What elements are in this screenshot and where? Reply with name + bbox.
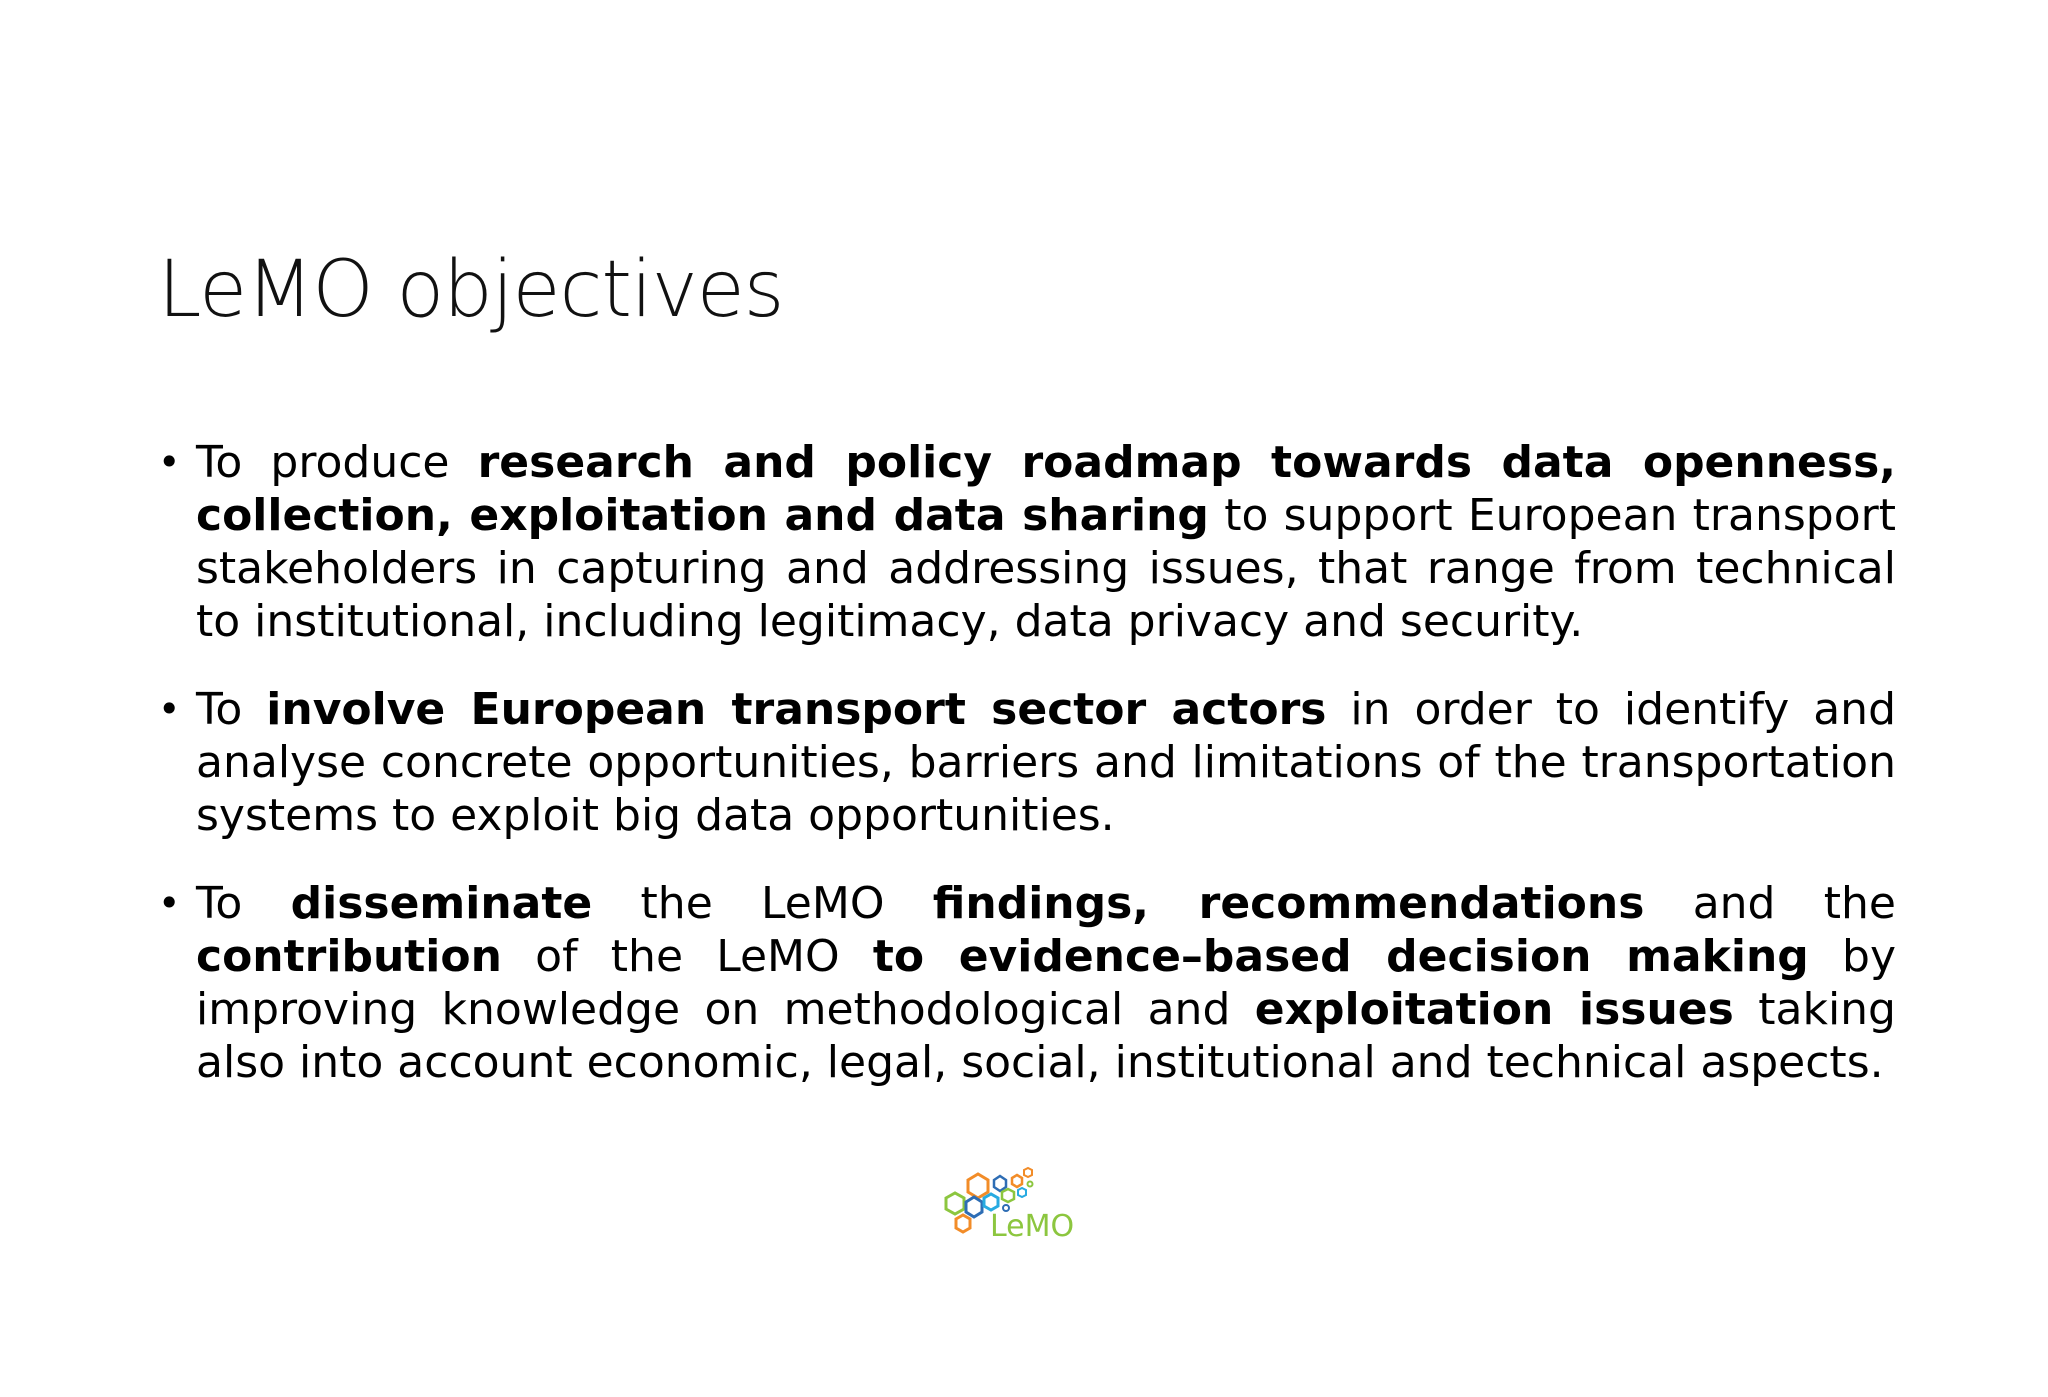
logo-hex xyxy=(1002,1189,1014,1202)
logo-hex xyxy=(946,1193,964,1214)
logo-hex xyxy=(1012,1175,1022,1187)
logo-hex xyxy=(994,1176,1006,1191)
logo-hex xyxy=(1018,1188,1026,1197)
bullet-marker: • xyxy=(158,881,181,925)
logo-hex xyxy=(1024,1168,1032,1177)
logo-hex xyxy=(956,1215,970,1232)
logo-hex xyxy=(966,1197,982,1217)
bullet-text: To disseminate the LeMO findings, recommendations and the contribution of the LeMO to evidence–based decision making by improving knowledge on methodological and exploitation issues taking also into account economic, legal, social, institutional and technical aspects. xyxy=(196,878,1896,1088)
slide-title: LeMO objectives xyxy=(158,245,784,335)
objective-bullet xyxy=(158,877,1896,1089)
objectives-list xyxy=(158,436,1896,1124)
objective-bullet xyxy=(158,683,1896,842)
bullet-text: To produce research and policy roadmap towards data openness, collection, exploitation and data sharing to support European transport stakeholders in capturing and addressing issues, that range from technical to institutional, including legitimacy, data privacy and security. xyxy=(196,437,1896,647)
logo-hex xyxy=(984,1194,998,1210)
lemo-logo-graphic xyxy=(938,1164,1088,1264)
bullet-marker: • xyxy=(158,440,181,484)
bullet-text: To involve European transport sector actors in order to identify and analyse concrete opportunities, barriers and limitations of the transportation systems to exploit big data opportunities. xyxy=(196,684,1896,841)
logo-hex xyxy=(968,1174,988,1198)
logo-wordmark: LeMO xyxy=(990,1209,1075,1244)
objective-bullet xyxy=(158,436,1896,648)
bullet-marker: • xyxy=(158,687,181,731)
logo-dot xyxy=(1028,1182,1033,1187)
lemo-logo xyxy=(938,1164,1088,1264)
